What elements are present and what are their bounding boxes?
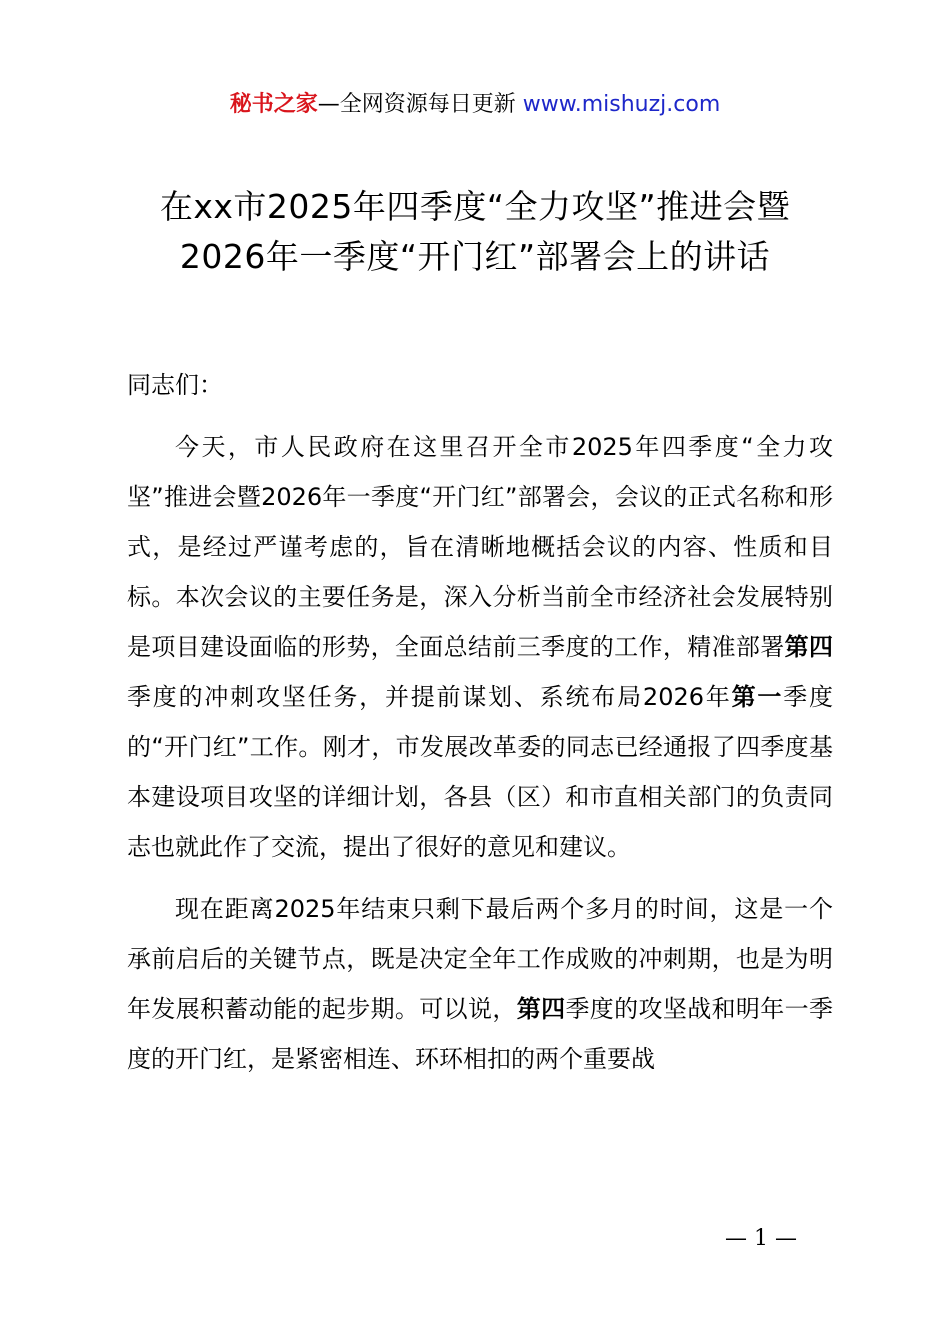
paragraph-2-text-a: 现在距离2025年结束只剩下最后两个多月的时间，这是一个承前启后的关键节点，既是决定全年工作成败的冲刺期，也是为明年发展积蓄动能的起步期。可以说， (127, 895, 833, 1023)
title-line-1: 在xx市2025年四季度“全力攻坚”推进会暨 (159, 187, 791, 226)
document-body (127, 360, 833, 1096)
document-title (0, 182, 950, 282)
paragraph-1-text-b: 季度的冲刺攻坚任务，并提前谋划、系统布局2026年 (127, 683, 732, 711)
paragraph-1-text-a: 今天，市人民政府在这里召开全市2025年四季度“全力攻坚”推进会暨2026年一季度“开门红”部署会，会议的正式名称和形式，是经过严谨考虑的，旨在清晰地概括会议的内容、性质和目标。本次会议的主要任务是，深入分析当前全市经济社会发展特别是项目建设面临的形势，全面总结前三季度的工作，精准部署 (127, 433, 833, 661)
paragraph-2-bold-a: 第四 (516, 995, 566, 1023)
paragraph-2-text-b: 季度的攻坚战和明年一季度的开门红，是紧密相连、环环相扣的两个重要战 (127, 995, 834, 1073)
banner-tagline: —全网资源每日更新 (317, 92, 516, 117)
brand-name: 秘书之家 (229, 92, 318, 117)
paragraph-1 (127, 422, 833, 872)
paragraph-2 (127, 884, 833, 1084)
salutation: 同志们： (127, 371, 223, 399)
site-url-link[interactable]: www.mishuzj.com (522, 92, 721, 117)
page-number: — 1 — (725, 1226, 797, 1251)
paragraph-1-bold-a: 第四 (784, 633, 833, 661)
site-banner (0, 88, 950, 122)
paragraph-1-text-c: 季度的“开门红”工作。刚才，市发展改革委的同志已经通报了四季度基本建设项目攻坚的详细计划，各县（区）和市直相关部门的负责同志也就此作了交流，提出了很好的意见和建议。 (127, 683, 833, 861)
paragraph-1-bold-b: 第一 (731, 683, 784, 711)
title-line-2: 2026年一季度“开门红”部署会上的讲话 (179, 237, 771, 276)
